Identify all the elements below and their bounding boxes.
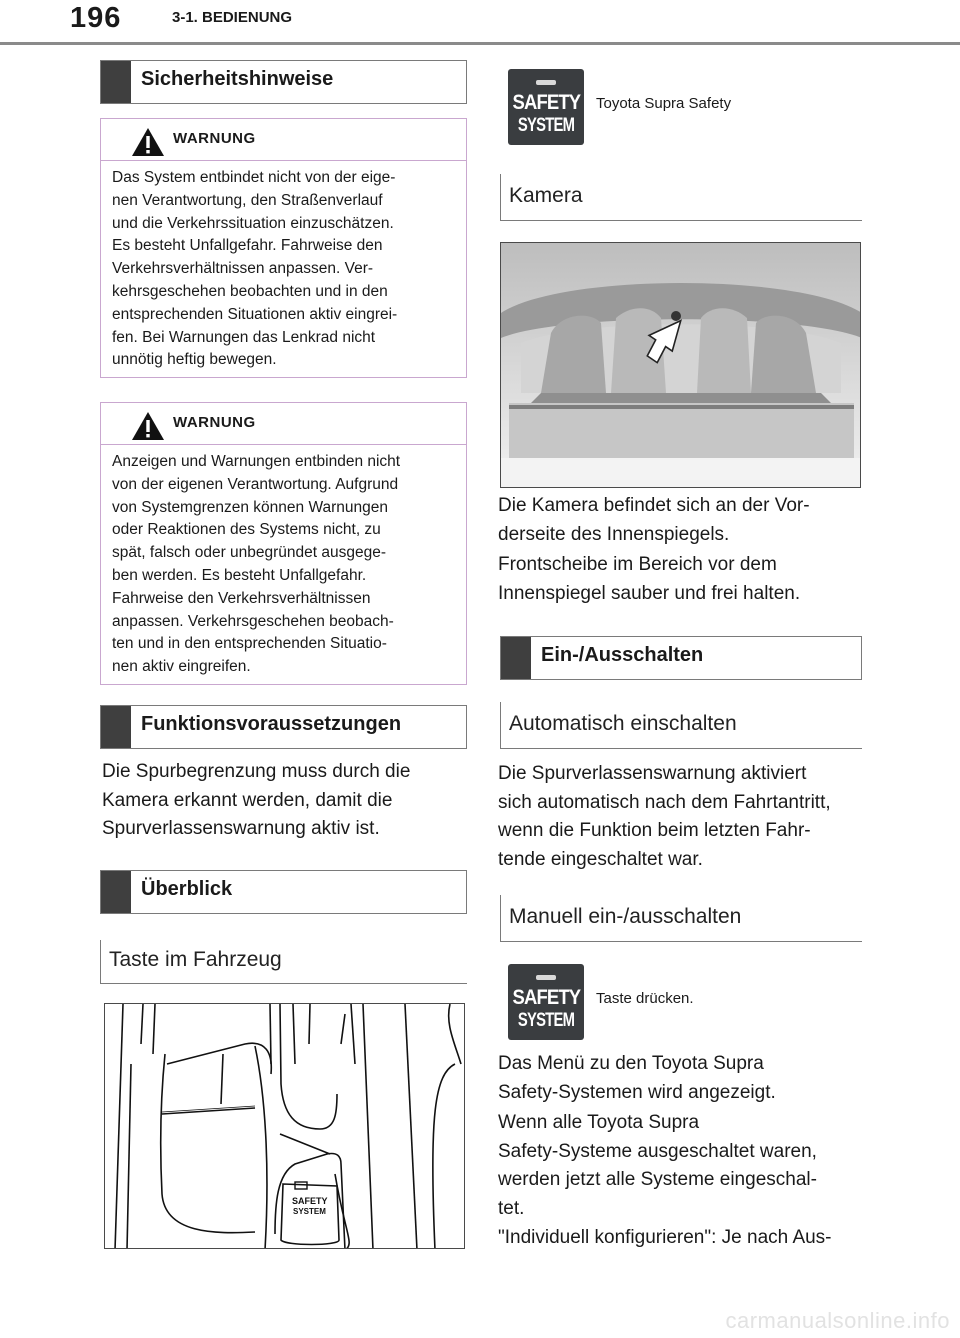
warning-header	[101, 119, 466, 161]
warning-triangle-icon	[131, 411, 165, 441]
warning-text	[112, 167, 458, 372]
paragraph-line: Safety-Systeme ausgeschaltet waren,	[498, 1140, 817, 1162]
paragraph-line: Die Spurbegrenzung muss durch die	[102, 761, 411, 782]
individuell-paragraph	[498, 1224, 832, 1253]
warning-box-1	[100, 118, 467, 378]
header-rule	[0, 42, 960, 45]
alle-paragraph	[498, 1109, 817, 1223]
chapter-title: 3-1. BEDIENUNG	[172, 9, 293, 26]
button-indicator-lamp	[536, 975, 556, 980]
console-drawing	[105, 1004, 465, 1249]
button-label-line2: SYSTEM	[517, 115, 575, 136]
paragraph-line: werden jetzt alle Systeme eingeschal-	[498, 1169, 817, 1190]
warning-line: Fahrweise den Verkehrsverhältnissen	[112, 589, 371, 607]
warning-line: entsprechenden Situationen aktiv eingrei-	[112, 305, 398, 323]
paragraph-line: Safety-Systemen wird angezeigt.	[498, 1081, 776, 1103]
kamera-paragraph	[498, 492, 810, 549]
camera-drawing	[501, 243, 861, 488]
console-label-safety: SAFETY	[292, 1196, 328, 1206]
paragraph-line: "Individuell konfigurieren": Je nach Aus-	[498, 1227, 832, 1248]
section-bar	[101, 706, 131, 748]
console-illustration	[104, 1003, 465, 1249]
warning-line: von der eigenen Verantwortung. Aufgrund	[112, 475, 399, 493]
warning-title: WARNUNG	[173, 130, 256, 147]
paragraph-line: tende eingeschaltet war.	[498, 848, 703, 870]
warning-line: nen aktiv eingreifen.	[112, 658, 251, 676]
warning-triangle-icon	[131, 127, 165, 157]
button-label-line1: SAFETY	[512, 91, 581, 114]
warning-line: Anzeigen und Warnungen entbinden nicht	[112, 453, 401, 470]
paragraph-line: Das Menü zu den Toyota Supra	[498, 1053, 764, 1074]
warning-line: ben werden. Es besteht Unfallgefahr.	[112, 566, 367, 584]
button-label-line1: SAFETY	[512, 986, 581, 1009]
warning-line: von Systemgrenzen können Warnungen	[112, 498, 389, 516]
warning-line: Es besteht Unfallgefahr. Fahrweise den	[112, 237, 383, 255]
paragraph-line: Spurverlassenswarnung aktiv ist.	[102, 818, 380, 839]
subheading-automatisch	[500, 702, 862, 749]
warning-line: und die Verkehrssituation einzuschätzen.	[112, 214, 394, 232]
warning-title: WARNUNG	[173, 414, 256, 431]
funktion-paragraph	[102, 758, 410, 844]
press-caption: Taste drücken.	[596, 990, 694, 1007]
warning-line: nen Verantwortung, den Straßenverlauf	[112, 191, 383, 209]
warning-line: fen. Bei Warnungen das Lenkrad nicht	[112, 328, 376, 346]
subheading-kamera	[500, 174, 862, 221]
paragraph-line: Frontscheibe im Bereich vor dem	[498, 554, 777, 575]
warning-line: oder Reaktionen des Systems nicht, zu	[112, 521, 381, 539]
button-label-line2: SYSTEM	[517, 1010, 575, 1031]
page-number: 196	[70, 2, 122, 34]
section-sicherheitshinweise	[100, 60, 467, 104]
watermark: carmanualsonline.info	[725, 1308, 950, 1333]
warning-line: Das System entbindet nicht von der eige-	[112, 169, 396, 186]
paragraph-line: Die Kamera befindet sich an der Vor-	[498, 495, 810, 516]
console-label-system: SYSTEM	[293, 1207, 326, 1216]
menu-paragraph	[498, 1050, 776, 1107]
subheading-label: Manuell ein-/ausschalten	[509, 905, 742, 928]
paragraph-line: Innenspiegel sauber und frei halten.	[498, 582, 801, 604]
section-funktionsvoraussetzungen	[100, 705, 467, 749]
paragraph-line: tet.	[498, 1197, 525, 1219]
subheading-taste-im-fahrzeug	[100, 940, 467, 984]
warning-line: unnötig heftig bewegen.	[112, 351, 277, 369]
warning-text	[112, 451, 458, 679]
safety-caption: Toyota Supra Safety	[596, 95, 732, 112]
paragraph-line: derseite des Innenspiegels.	[498, 523, 730, 545]
section-bar	[101, 61, 131, 103]
safety-system-button-icon	[508, 69, 584, 145]
paragraph-line: Kamera erkannt werden, damit die	[102, 789, 393, 811]
section-title: Überblick	[141, 878, 233, 900]
section-ein-ausschalten	[500, 636, 862, 680]
warning-line: spät, falsch oder unbegründet ausgege-	[112, 544, 387, 562]
section-title: Funktionsvoraussetzungen	[141, 713, 402, 735]
automatisch-paragraph	[498, 760, 831, 874]
frontscheibe-paragraph	[498, 551, 800, 608]
camera-illustration	[500, 242, 861, 488]
warning-line: ten und in den entsprechenden Situatio-	[112, 635, 387, 653]
subheading-manuell	[500, 895, 862, 942]
subheading-label: Automatisch einschalten	[509, 712, 737, 735]
section-ueberblick	[100, 870, 467, 914]
warning-line: anpassen. Verkehrsgeschehen beobach-	[112, 612, 394, 630]
section-title: Sicherheitshinweise	[141, 68, 334, 90]
safety-system-button-icon	[508, 964, 584, 1040]
subheading-label: Taste im Fahrzeug	[109, 948, 282, 971]
warning-line: kehrsgeschehen beobachten und in den	[112, 282, 388, 300]
section-bar	[501, 637, 531, 679]
section-title: Ein-/Ausschalten	[541, 644, 704, 666]
paragraph-line: Die Spurverlassenswarnung aktiviert	[498, 763, 807, 784]
warning-line: Verkehrsverhältnissen anpassen. Ver-	[112, 260, 374, 278]
button-indicator-lamp	[536, 80, 556, 85]
paragraph-line: wenn die Funktion beim letzten Fahr-	[498, 820, 811, 841]
warning-box-2	[100, 402, 467, 685]
subheading-label: Kamera	[509, 184, 583, 207]
section-bar	[101, 871, 131, 913]
paragraph-line: Wenn alle Toyota Supra	[498, 1112, 700, 1133]
warning-header	[101, 403, 466, 445]
paragraph-line: sich automatisch nach dem Fahrtantritt,	[498, 791, 831, 813]
